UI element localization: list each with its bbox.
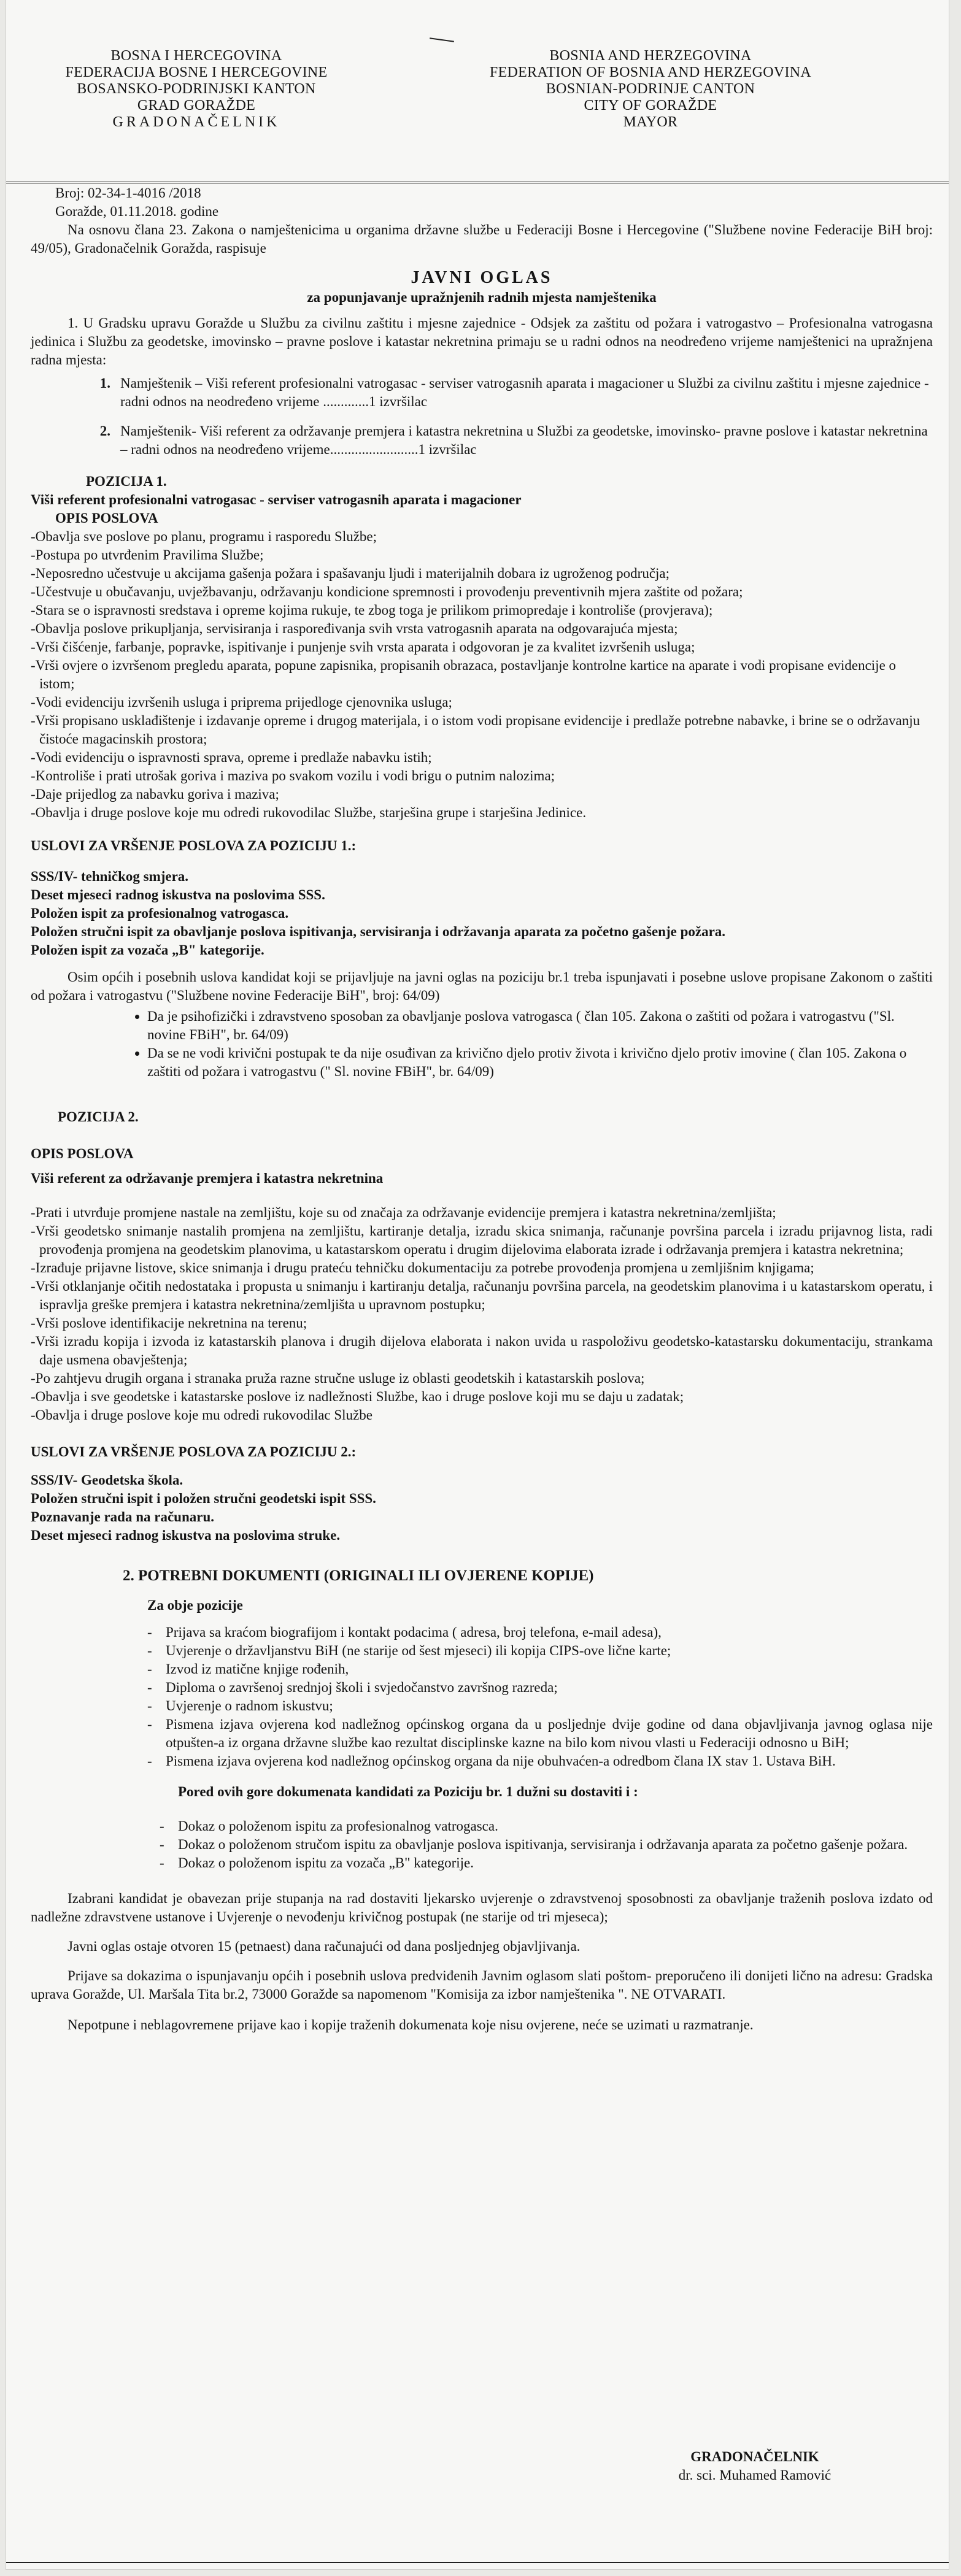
position-number: 2. [99,423,110,439]
duty-item: - Vrši izradu kopija i izvoda iz katastarskih planova i drugih dijelova elaborata i nakon uvida u raspoloživu geodetsko-katastarsku dokumentaciju, strankama daje usmena obavještenja; [31,1332,933,1369]
doc-item: - Diploma o završenoj srednjoj školi i svjedočanstvo završnog razreda; [166,1678,933,1697]
duty-item: - Vodi evidenciju izvršenih usluga i priprema prijedloge cjenovnika usluga; [31,693,933,712]
signature-name: dr. sci. Muhamed Ramović [678,2467,832,2483]
closing-paragraph: Prijave sa dokazima o ispunjavanju općih i posebnih uslova predviđenih Javnim oglasom slati poštom- preporučeno ili donijeti lično na adresu: Gradska uprava Goražde, Ul. Maršala Tita br.2, 73000 Goražde sa napomenom "Komisija za izbor namještenika ". NE OTVARATI. [31,1968,933,2002]
header-left-line: GRADONAČELNIK [112,114,280,130]
docs-heading: 2. POTREBNI DOKUMENTI (ORIGINALI ILI OVJERENE KOPIJE) [123,1567,594,1584]
duty-item: - Daje prijedlog za nabavku goriva i maziva; [31,785,933,804]
section1-paragraph: 1. U Gradsku upravu Goražde u Službu za civilnu zaštitu i mjesne zajednice - Odsjek za zaštitu od požara i vatrogastvo – Profesionalna vatrogasna jedinica i Službu za geodetske, imovinsko – pravne poslove i katastar nekretnina primaju se u radni odnos na neodređeno vrijeme namještenici na upražnjena radna mjesta: [31,315,933,367]
duty-item: - Obavlja i druge poslove koje mu odredi rukovodilac Službe, starješina grupe i starješina Jedinice. [31,804,933,822]
duty-item: - Izrađuje prijavne listove, skice snimanja i drugu prateću tehničku dokumentaciju za potrebe provođenja promjena u zemljišnim knjigama; [31,1259,933,1277]
header-left [25,48,368,131]
pozicija1-uslovi [31,867,933,959]
page-subtitle: za popunjavanje upražnjenih radnih mjesta namještenika [307,290,657,305]
position-item [31,374,933,411]
announcement-body [31,184,933,2034]
doc-item: - Uvjerenje o državljanstvu BiH (ne starije od šest mjeseci) ili kopija CIPS-ove lične karte; [166,1642,933,1660]
page-title: JAVNI OGLAS [411,268,553,287]
position-text: Namještenik- Viši referent za održavanje premjera i katastra nekretnina u Službi za geodetske, imovinsko- pravne poslove i katastar nekretnina – radni odnos na neodređeno vrijeme.........................1 izvršilac [120,423,928,457]
duty-item: - Postupa po utvrđenim Pravilima Službe; [31,546,933,564]
closing-paragraph: Nepotpune i neblagovremene prijave kao i kopije traženih dokumenata koje nisu ovjerene, neće se uzimati u razmatranje. [68,2017,754,2032]
pozicija1-extra-conditions [31,1007,933,1081]
pozicija1-opis-heading: OPIS POSLOVA [55,510,158,526]
pozicija2-uslovi [31,1471,933,1545]
header-right-line: CITY OF GORAŽDE [584,98,717,113]
header-right-line: BOSNIA AND HERZEGOVINA [549,48,752,64]
footer-divider [6,2562,949,2563]
header-left-line: GRAD GORAŽDE [137,98,256,113]
pozicija1-title: Viši referent profesionalni vatrogasac - serviser vatrogasnih aparata i magacioner [31,492,522,507]
closing-paragraph: Izabrani kandidat je obavezan prije stupanja na rad dostaviti ljekarsko uvjerenje o zdravstvenoj sposobnosti za obavljanje traženih poslova izdato od nadležne zdravstvene ustanove i Uvjerenje o nevođenju krivičnog postupak (ne starije od tri mjeseca); [31,1891,933,1924]
pozicija2-uslovi-heading: USLOVI ZA VRŠENJE POSLOVA ZA POZICIJU 2.: [31,1444,357,1459]
duty-item: - Obavlja sve poslove po planu, programu i rasporedu Službe; [31,528,933,546]
uslov-item: SSS/IV- Geodetska škola. [31,1472,183,1488]
intro-paragraph: Na osnovu člana 23. Zakona o namještenicima u organima državne službe u Federaciji Bosne i Hercegovine ("Službene novine Federacije BiH broj: 49/05), Gradonačelnik Goražda, raspisuje [31,222,933,256]
duty-item: - Učestvuje u obučavanju, uvježbavanju, održavanju kondicione spremnosti i provođenju preventivnih mjera zaštite od požara; [31,583,933,601]
doc-item: - Dokaz o položenom ispitu za vozača „B" kategorije. [178,1854,933,1872]
uslov-item: SSS/IV- tehničkog smjera. [31,869,189,884]
header-left-line: BOSNA I HERCEGOVINA [110,48,282,64]
signature-block [626,2448,884,2485]
reference-date: Goražde, 01.11.2018. godine [55,204,219,219]
duty-item: - Vrši otklanjanje očitih nedostataka i propusta u snimanju i kartiranju detalja, računanju površina parcela, na geodetskim planovima i u katastarskom operatu, i ispravlja greške premjera i katastra nekretnina/zemljišta u upravnom postupku; [31,1277,933,1314]
reference-number: Broj: 02-34-1-4016 /2018 [55,185,201,201]
doc-item: - Prijava sa kraćom biografijom i kontakt podacima ( adresa, broj telefona, e-mail adesa), [166,1623,933,1642]
print-mark [430,37,454,42]
pozicija2-duties [31,1204,933,1424]
duty-item: - Obavlja poslove prikupljanja, servisiranja i raspoređivanja svih vrsta vatrogasnih aparata na odgovarajuća mjesta; [31,620,933,638]
doc-item: - Pismena izjava ovjerena kod nadležnog općinskog organa da nije obuhvaćen-a odredbom člana IX stav 1. Ustava BiH. [166,1752,933,1771]
position-text: Namještenik – Viši referent profesionalni vatrogasac - serviser vatrogasnih aparata i magacioner u Službi za civilnu zaštitu i mjesne zajednice - radni odnos na neodređeno vrijeme .............1 izvršilac [120,375,929,409]
doc-item: - Pismena izjava ovjerena kod nadležnog općinskog organa da u posljednje dvije godine od dana objavljivanja javnog oglasa nije otpušten-a iz organa državne službe kao rezultat disciplinske kazne na bilo kom nivou vlasti u Federaciji odnosno u BiH; [166,1715,933,1752]
uslov-item: Položen stručni ispit i položen stručni geodetski ispit SSS. [31,1491,376,1506]
position-item [31,422,933,459]
docs-both-heading: Za obje pozicije [147,1598,243,1613]
signature-role: GRADONAČELNIK [690,2449,819,2464]
docs-pos1-heading: Pored ovih gore dokumenata kandidati za Poziciju br. 1 dužni su dostaviti i : [178,1784,638,1799]
duty-item: - Obavlja i sve geodetske i katastarske poslove iz nadležnosti Službe, kao i druge poslove koji mu se daju u zadatak; [31,1388,933,1406]
header-right-line: BOSNIAN-PODRINJE CANTON [546,81,755,97]
uslov-item: Poznavanje rada na računaru. [31,1509,214,1524]
duty-item: - Vrši geodetsko snimanje nastalih promjena na zemljištu, kartiranje detalja, izradu skica snimanja, računanje površina parcela i izradu prijavnog lista, radi provođenja promjena na geodetskim planovima, u katastarskom operatu i drugim dijelovima elaborata izrade i održavanja premjera i katastra nekretnina; [31,1222,933,1259]
duty-item: - Neposredno učestvuje u akcijama gašenja požara i spašavanju ljudi i materijalnih dobara iz ugroženog područja; [31,564,933,583]
pozicija1-uslovi-heading: USLOVI ZA VRŠENJE POSLOVA ZA POZICIJU 1.: [31,838,357,853]
header-left-line: FEDERACIJA BOSNE I HERCEGOVINE [65,64,328,80]
docs-pos1-list [31,1817,933,1872]
doc-item: - Dokaz o položenom ispitu za profesionalnog vatrogasca. [178,1817,933,1836]
header-divider [6,182,949,183]
pozicija2-title: Viši referent za održavanje premjera i katastra nekretnina [31,1171,384,1186]
duty-item: - Po zahtjevu drugih organa i stranaka pruža razne stručne usluge iz oblasti geodetskih i katastarskih poslova; [31,1369,933,1388]
pozicija2-opis-heading: OPIS POSLOVA [31,1146,134,1161]
uslov-item: Položen stručni ispit za obavljanje poslova ispitivanja, servisiranja i održavanja aparata za početno gašenje požara. [31,924,726,939]
duty-item: - Kontroliše i prati utrošak goriva i maziva po svakom vozilu i vodi brigu o putnim nalozima; [31,767,933,785]
position-number: 1. [99,375,110,391]
pozicija1-heading: POZICIJA 1. [86,474,167,489]
pozicija2-heading: POZICIJA 2. [58,1109,139,1125]
extra-condition-item: • Da je psihofizički i zdravstveno sposoban za obavljanje poslova vatrogasca ( član 105. Zakona o zaštiti od požara i vatrogastvu ("Sl. novine FBiH", br. 64/09) [147,1007,933,1044]
doc-item: - Dokaz o položenom stručom ispitu za obavljanje poslova ispitivanja, servisiranja i održavanja aparata za početno gašenje požara. [178,1836,933,1854]
duty-item: - Vrši propisano usklađištenje i izdavanje opreme i drugog materijala, i o istom vodi propisane evidencije i predlaže potrebne nabavke, i brine se o održavanju čistoće magacinskih prostora; [31,712,933,748]
pozicija1-extra-intro: Osim općih i posebnih uslova kandidat koji se prijavljuje na javni oglas na poziciju br.1 treba ispunjavati i posebne uslove propisane Zakonom o zaštiti od požara i vatrogastvu ("Službene novine Federacije BiH", broj: 64/09) [31,969,933,1003]
docs-both-list [31,1623,933,1771]
uslov-item: Deset mjeseci radnog iskustva na poslovima struke. [31,1528,341,1543]
uslov-item: Deset mjeseci radnog iskustva na poslovima SSS. [31,887,325,902]
newspaper-page [6,0,949,2569]
duty-item: - Vodi evidenciju o ispravnosti sprava, opreme i predlaže nabavku istih; [31,748,933,767]
duty-item: - Vrši poslove identifikacije nekretnina na terenu; [31,1314,933,1332]
duty-item: - Stara se o ispravnosti sredstava i opreme kojima rukuje, te zbog toga je prilikom primopredaje i kontroliše (provjerava); [31,601,933,620]
header-right-line: FEDERATION OF BOSNIA AND HERZEGOVINA [489,64,812,80]
positions-list [31,374,933,459]
pozicija1-duties [31,528,933,822]
extra-condition-item: • Da se ne vodi krivični postupak te da nije osuđivan za krivično djelo protiv života i krivično djelo protiv imovine ( član 105. Zakona o zaštiti od požara i vatrogastvu (" Sl. novine FBiH", br. 64/09) [147,1044,933,1081]
doc-item: - Uvjerenje o radnom iskustvu; [166,1697,933,1715]
duty-item: - Vrši ovjere o izvršenom pregledu aparata, popune zapisnika, propisanih obrazaca, postavljanje kontrolne kartice na aparate i vodi propisane evidencije o istom; [31,656,933,693]
uslov-item: Položen ispit za profesionalnog vatrogasca. [31,905,289,921]
header-right [460,48,841,131]
duty-item: - Obavlja i druge poslove koje mu odredi rukovodilac Službe [31,1406,933,1424]
uslov-item: Položen ispit za vozača „B" kategorije. [31,942,264,958]
header-left-line: BOSANSKO-PODRINJSKI KANTON [77,81,316,97]
closing-paragraph: Javni oglas ostaje otvoren 15 (petnaest) dana računajući od dana posljednjeg objavljivanja. [68,1939,581,1954]
header-right-line: MAYOR [623,114,678,130]
doc-item: - Izvod iz matične knjige rođenih, [166,1660,933,1678]
duty-item: - Vrši čišćenje, farbanje, popravke, ispitivanje i punjenje svih vrsta aparata i odgovoran je za kvalitet izvršenih usluga; [31,638,933,656]
duty-item: - Prati i utvrđuje promjene nastale na zemljištu, koje su od značaja za održavanje evidencije premjera i katastra nekretnina/zemljišta; [31,1204,933,1222]
